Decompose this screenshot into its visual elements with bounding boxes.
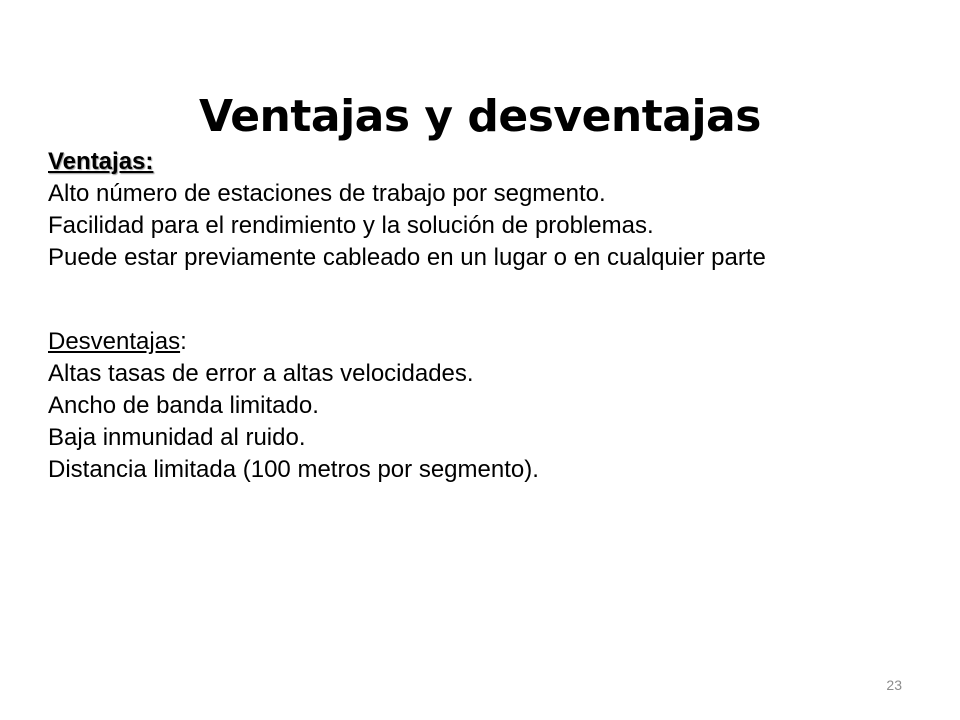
disadvantage-item: Ancho de banda limitado. — [48, 392, 319, 419]
page-number: 23 — [886, 677, 902, 693]
disadvantages-heading-colon: : — [180, 328, 187, 355]
slide-content — [48, 146, 928, 486]
disadvantages-section — [48, 326, 928, 486]
slide-title: Ventajas y desventajas — [199, 91, 761, 143]
disadvantage-item: Distancia limitada (100 metros por segmento). — [48, 456, 539, 483]
section-spacer — [48, 274, 928, 326]
disadvantages-heading: Desventajas — [48, 328, 181, 355]
advantage-item: Alto número de estaciones de trabajo por segmento. — [48, 180, 606, 207]
disadvantages-heading-row — [48, 326, 928, 358]
disadvantage-item: Baja inmunidad al ruido. — [48, 424, 306, 451]
advantage-item: Puede estar previamente cableado en un lugar o en cualquier parte — [48, 244, 766, 271]
advantage-item: Facilidad para el rendimiento y la solución de problemas. — [48, 212, 654, 239]
advantages-heading: Ventajas: — [48, 148, 154, 175]
disadvantage-item: Altas tasas de error a altas velocidades. — [48, 360, 474, 387]
advantages-section — [48, 146, 928, 274]
